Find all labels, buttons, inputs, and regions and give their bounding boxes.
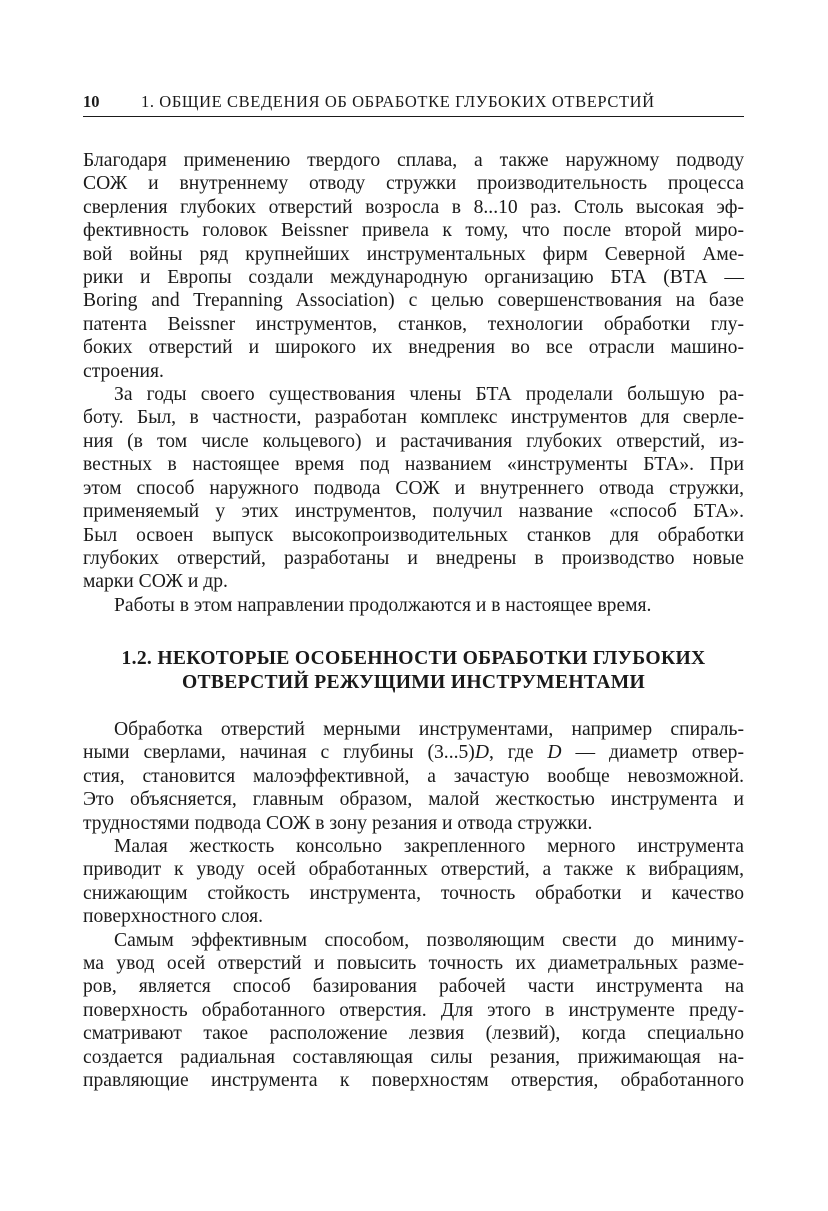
text-line: Самым эффективным способом, позволяющим свести до миниму-: [114, 929, 744, 951]
page-number: 10: [83, 92, 100, 111]
text-line: ма увод осей отверстий и повысить точность их диаметральных разме-: [83, 953, 744, 974]
text-line: трудностями подвода СОЖ в зону резания и отвода стружки.: [83, 812, 593, 834]
text-line: ными сверлами, начиная с глубины (3...5)D, где D — диаметр отвер-: [83, 742, 744, 764]
book-page: [83, 92, 744, 1092]
text-line: поверхность обработанного отверстия. Для этого в инструменте преду-: [83, 999, 744, 1021]
paragraph-6: [83, 929, 744, 1093]
chapter-title: 1. ОБЩИЕ СВЕДЕНИЯ ОБ ОБРАБОТКЕ ГЛУБОКИХ ОТВЕРСТИЙ: [141, 92, 655, 111]
text-line: поверхностного слоя.: [83, 906, 264, 928]
paragraph-4: [83, 718, 744, 835]
text-line: сверления глубоких отверстий возросла в 8...10 раз. Столь высокая эф-: [83, 196, 744, 218]
text-line: Это объясняется, главным образом, малой жесткостью инструмента и: [83, 789, 744, 811]
text-line: боту. Был, в частности, разработан комплекс инструментов для сверле-: [83, 407, 744, 429]
paragraph-1: [83, 149, 744, 383]
paragraph-5: [83, 835, 744, 929]
text-line: СОЖ и внутреннему отводу стружки производительность процесса: [83, 173, 744, 195]
text-line: приводит к уводу осей обработанных отверстий, а также к вибрациям,: [83, 859, 744, 881]
text-line: стия, становится малоэффективной, а зачастую вообще невозможной.: [83, 765, 744, 787]
text-line: Boring and Trepanning Association) с целью совершенствования на базе: [83, 290, 744, 312]
text-line: снижающим стойкость инструмента, точность обработки и качество: [83, 882, 744, 904]
text-line: Благодаря применению твердого сплава, а также наружному подводу: [83, 150, 744, 171]
text-line: вой войны ряд крупнейших инструментальных фирм Северной Аме-: [83, 243, 744, 265]
text-line: вестных в настоящее время под названием «инструменты БТА». При: [83, 454, 744, 476]
text-line: рики и Европы создали международную организацию БТА (ВТА —: [83, 267, 744, 289]
text-line: строения.: [83, 360, 164, 382]
text-line: создается радиальная составляющая силы резания, прижимающая на-: [83, 1046, 744, 1068]
text-line: Малая жесткость консольно закрепленного мерного инструмента: [114, 835, 744, 857]
section-heading-line: ОТВЕРСТИЙ РЕЖУЩИМИ ИНСТРУМЕНТАМИ: [181, 671, 646, 693]
text-line: фективность головок Beissner привела к тому, что после второй миро-: [83, 220, 744, 242]
text-line: патента Beissner инструментов, станков, технологии обработки глу-: [83, 313, 744, 335]
text-line: ния (в том числе кольцевого) и растачивания глубоких отверстий, из-: [83, 430, 744, 452]
text-line: применяемый у этих инструментов, получил название «способ БТА».: [83, 501, 744, 523]
section-heading-line: 1.2. НЕКОТОРЫЕ ОСОБЕННОСТИ ОБРАБОТКИ ГЛУБОКИХ: [121, 648, 706, 670]
text-line: За годы своего существования члены БТА проделали большую ра-: [114, 384, 744, 406]
text-line: этом способ наружного подвода СОЖ и внутреннего отвода стружки,: [83, 477, 744, 499]
paragraph-2: [83, 383, 744, 594]
text-line: марки СОЖ и др.: [83, 571, 228, 593]
text-line: глубоких отверстий, разработаны и внедрены в производство новые: [83, 547, 744, 569]
text-line: сматривают такое расположение лезвия (лезвий), когда специально: [83, 1023, 744, 1045]
running-header: [83, 92, 744, 117]
text-line: Работы в этом направлении продолжаются и в настоящее время.: [114, 594, 652, 616]
text-line: правляющие инструмента к поверхностям отверстия, обработанного: [83, 1070, 744, 1092]
text-line: боких отверстий и широкого их внедрения во все отрасли машино-: [83, 337, 744, 359]
text-line: Был освоен выпуск высокопроизводительных станков для обработки: [83, 524, 744, 546]
text-line: Обработка отверстий мерными инструментами, например спираль-: [114, 718, 744, 740]
paragraph-3: [83, 594, 744, 617]
body-text: [83, 149, 744, 1092]
section-heading: [83, 647, 744, 694]
text-line: ров, является способ базирования рабочей части инструмента на: [83, 976, 744, 998]
